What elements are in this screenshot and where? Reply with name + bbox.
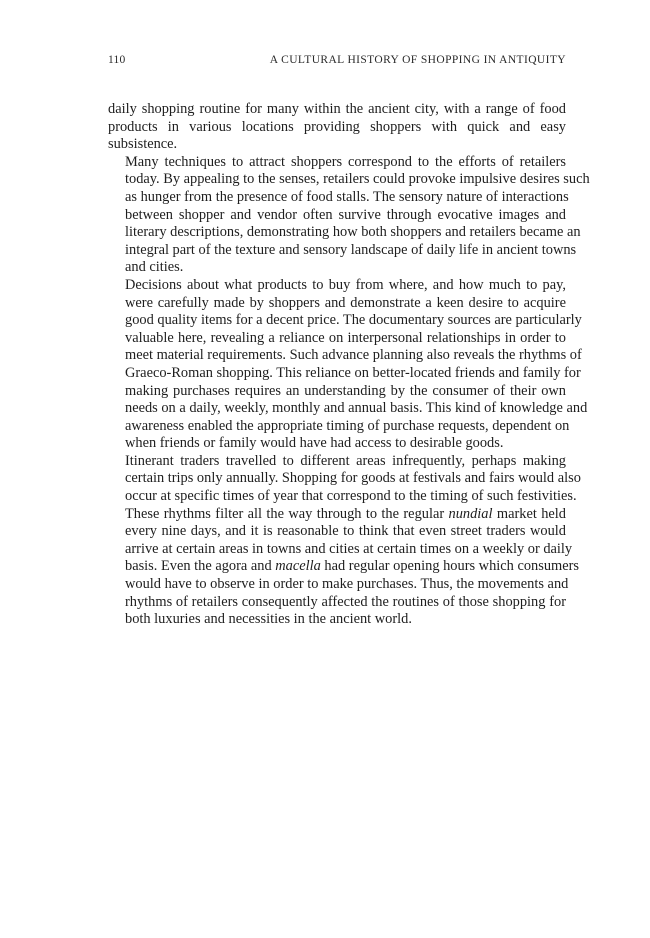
paragraph-1 bbox=[108, 101, 566, 154]
body-text bbox=[108, 101, 590, 629]
text-line: every nine days, and it is reasonable to think that even street traders would bbox=[125, 523, 566, 540]
text-line: awareness enabled the appropriate timing of purchase requests, dependent on bbox=[125, 417, 570, 434]
text-line: both luxuries and necessities in the ancient world. bbox=[125, 611, 412, 628]
text-line: products in various locations providing shoppers with quick and easy bbox=[108, 118, 566, 135]
running-title: A CULTURAL HISTORY OF SHOPPING IN ANTIQUITY bbox=[269, 54, 566, 66]
text-line: Itinerant traders travelled to different areas infrequently, perhaps making bbox=[125, 452, 566, 469]
text-line: making purchases requires an understanding by the consumer of their own bbox=[125, 382, 566, 399]
text-line: certain trips only annually. Shopping for goods at festivals and fairs would also bbox=[125, 470, 581, 487]
text-line: needs on a daily, weekly, monthly and annual basis. This kind of knowledge and bbox=[125, 400, 588, 417]
text-line: rhythms of retailers consequently affected the routines of those shopping for bbox=[125, 593, 566, 610]
text-line: when friends or family would have had access to desirable goods. bbox=[125, 435, 504, 452]
text-line: occur at specific times of year that correspond to the timing of such festivities. bbox=[125, 488, 577, 505]
text-line: would have to observe in order to make purchases. Thus, the movements and bbox=[125, 576, 569, 593]
paragraph-4 bbox=[108, 452, 581, 629]
text-line: integral part of the texture and sensory landscape of daily life in ancient towns bbox=[125, 241, 577, 258]
text-line: and cities. bbox=[125, 259, 184, 276]
text-line: daily shopping routine for many within the ancient city, with a range of food bbox=[108, 101, 566, 117]
text-line: arrive at certain areas in towns and cities at certain times on a weekly or daily bbox=[125, 540, 573, 557]
text-line: basis. Even the agora and macella had regular opening hours which consumers bbox=[125, 558, 579, 575]
text-line: between shopper and vendor often survive through evocative images and bbox=[125, 206, 566, 223]
text-line: good quality items for a decent price. The documentary sources are particularly bbox=[125, 312, 582, 329]
text-line: Many techniques to attract shoppers correspond to the efforts of retailers bbox=[125, 153, 566, 170]
text-line: valuable here, revealing a reliance on interpersonal relationships in order to bbox=[125, 329, 566, 346]
page-number: 110 bbox=[108, 54, 126, 66]
paragraph-3 bbox=[108, 276, 588, 453]
text-line: Graeco-Roman shopping. This reliance on better-located friends and family for bbox=[125, 364, 581, 381]
text-line: meet material requirements. Such advance planning also reveals the rhythms of bbox=[125, 347, 582, 364]
running-head bbox=[108, 54, 566, 70]
italic-term: nundial bbox=[448, 505, 493, 522]
text-line: These rhythms filter all the way through to the regular nundial market held bbox=[125, 505, 566, 522]
text-line: as hunger from the presence of food stalls. The sensory nature of interactions bbox=[125, 188, 569, 205]
text-line: Decisions about what products to buy from where, and how much to pay, bbox=[125, 276, 566, 293]
text-line: subsistence. bbox=[108, 136, 178, 153]
paragraph-2 bbox=[108, 153, 590, 277]
italic-term: macella bbox=[275, 558, 321, 575]
text-line: were carefully made by shoppers and demonstrate a keen desire to acquire bbox=[125, 294, 566, 311]
text-line: literary descriptions, demonstrating how both shoppers and retailers became an bbox=[125, 224, 581, 241]
text-line: today. By appealing to the senses, retailers could provoke impulsive desires such bbox=[125, 171, 590, 188]
